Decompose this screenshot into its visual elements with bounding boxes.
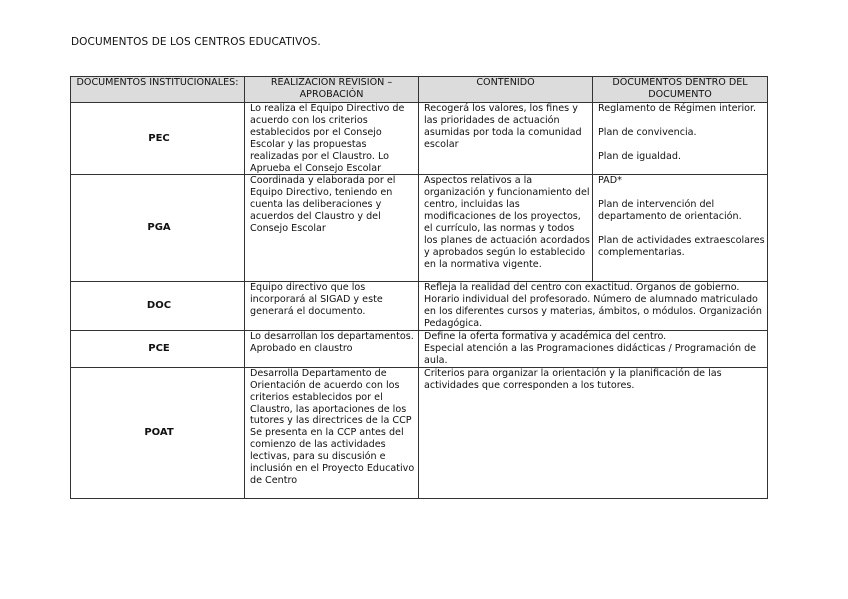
contenido-text: Recogerá los valores, los fines y las prioridades de actuación asumidas por toda la comunidad escolar [424,103,582,150]
page-title: DOCUMENTOS DE LOS CENTROS EDUCATIVOS. [71,36,321,48]
realizacion-cell [245,175,419,282]
column-header-contenido: CONTENIDO [419,77,593,103]
contenido-cell [419,175,593,282]
documentos-text: PAD* Plan de intervención del departamento de orientación. Plan de actividades extraescolares complementarias. [598,175,765,258]
contenido-text: Define la oferta formativa y académica del centro. Especial atención a las Programaciones didácticas / Programación de aula. [424,331,757,366]
table-row-pce [71,331,768,368]
contenido-text: Aspectos relativos a la organización y funcionamiento del centro, incluidas las modificaciones de los proyectos, el currículo, las normas y todos los planes de actuación acordados y aprobados según lo establecido en la normativa vigente. [424,175,590,270]
table-row-doc [71,282,768,331]
realizacion-text: Coordinada y elaborada por el Equipo Directivo, teniendo en cuenta las deliberaciones y acuerdos del Claustro y del Consejo Escolar [250,175,396,235]
contenido-text: Refleja la realidad del centro con exactitud. Órganos de gobierno. Horario individual del profesorado. Número de alumnado matriculado en los diferentes cursos y materias, ámbitos, o módulos. Organización Pedagógica. [424,282,762,330]
document-code: PGA [71,175,245,282]
documentos-text: Reglamento de Régimen interior. Plan de convivencia. Plan de igualdad. [598,103,757,162]
column-header-documentos-dentro: DOCUMENTOS DENTRO DEL DOCUMENTO [593,77,768,103]
realizacion-cell [245,282,419,331]
realizacion-text: Desarrolla Departamento de Orientación de acuerdo con los criterios establecidos por el Claustro, las aportaciones de los tutores y las directrices de la CCP Se presenta en la CCP antes del comienzo de las actividades lectivas, para su discusión e inclusión en el Proyecto Educativo de Centro [250,367,415,486]
document-code: PCE [71,331,245,368]
table-row-pec [71,103,768,175]
document-code: DOC [71,282,245,331]
table-row-pga [71,175,768,282]
contenido-cell [419,331,768,368]
contenido-cell [419,282,768,331]
table-row-poat [71,367,768,498]
contenido-text: Criterios para organizar la orientación y la planificación de las actividades que corresponden a los tutores. [424,367,722,391]
realizacion-cell [245,367,419,498]
realizacion-cell [245,103,419,175]
table-header-row [71,77,768,103]
documents-table [70,76,768,499]
documentos-cell [593,103,768,175]
realizacion-text: Equipo directivo que los incorporará al SIGAD y este generará el documento. [250,282,383,318]
column-header-documentos: DOCUMENTOS INSTITUCIONALES: [71,77,245,103]
realizacion-text: Lo realiza el Equipo Directivo de acuerdo con los criterios establecidos por el Consejo Escolar y las propuestas realizadas por el Claustro. Lo Aprueba el Consejo Escolar [250,103,405,174]
realizacion-text: Lo desarrollan los departamentos. Aprobado en claustro [250,331,414,354]
document-code: POAT [71,367,245,498]
realizacion-cell [245,331,419,368]
documentos-cell [593,175,768,282]
document-code: PEC [71,103,245,175]
column-header-realizacion: REALIZACIÓN REVISIÓN – APROBACIÓN [245,77,419,103]
contenido-cell [419,103,593,175]
contenido-cell [419,367,768,498]
